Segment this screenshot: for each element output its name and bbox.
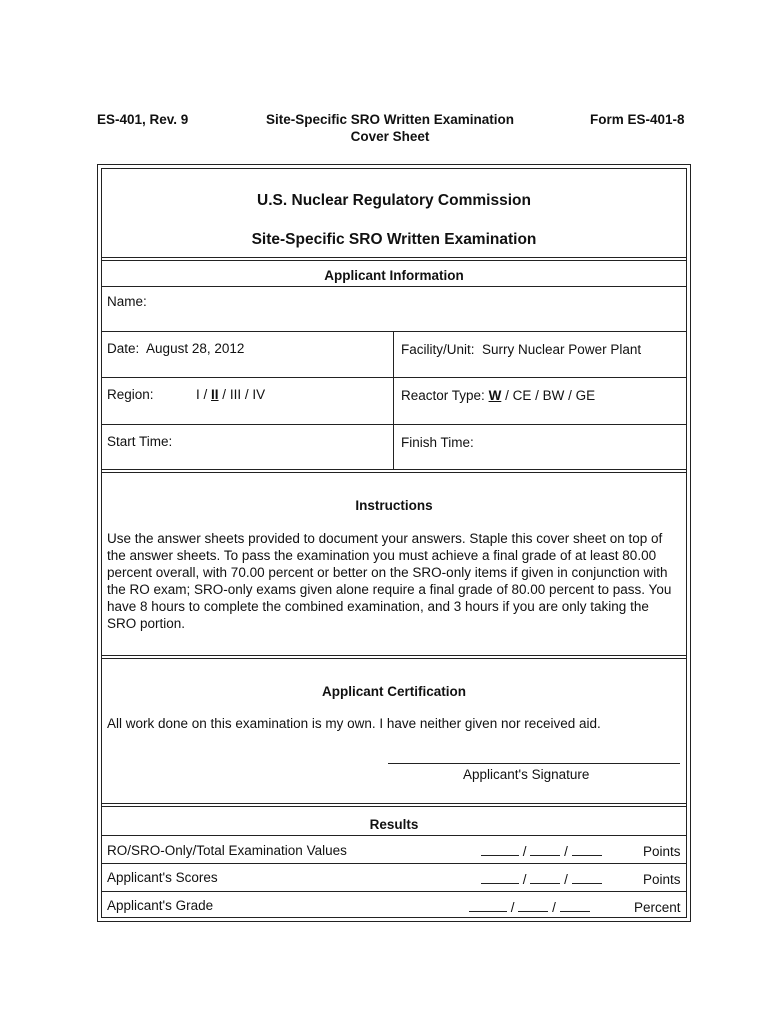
results-row-label: Applicant's Scores bbox=[107, 870, 218, 885]
reactor-option-ge: GE bbox=[575, 388, 596, 403]
results-row-label: RO/SRO-Only/Total Examination Values bbox=[107, 843, 347, 858]
column-divider bbox=[393, 331, 394, 470]
reactor-type-field: Reactor Type: W / CE / BW / GE bbox=[401, 388, 596, 403]
region-option-3: III bbox=[229, 387, 242, 402]
facility-label: Facility/Unit: bbox=[401, 342, 475, 357]
instructions-line: SRO portion. bbox=[107, 616, 186, 631]
applicant-info-heading: Applicant Information bbox=[324, 268, 464, 283]
reactor-option-ce: CE bbox=[512, 388, 532, 403]
date-label: Date: bbox=[107, 341, 140, 356]
certification-statement: All work done on this examination is my own. I have neither given nor received aid. bbox=[107, 716, 601, 731]
divider bbox=[101, 257, 687, 261]
results-row-label: Applicant's Grade bbox=[107, 898, 214, 913]
start-time-label: Start Time: bbox=[107, 434, 173, 449]
finish-time-label: Finish Time: bbox=[401, 435, 474, 450]
instructions-line: Use the answer sheets provided to document your answers. Staple this cover sheet on top of bbox=[107, 531, 663, 546]
agency-title: U.S. Nuclear Regulatory Commission bbox=[257, 192, 531, 209]
results-row-unit: Points bbox=[643, 844, 681, 859]
header-title-line1: Site-Specific SRO Written Examination bbox=[265, 112, 515, 127]
facility-field bbox=[401, 342, 641, 357]
instructions-heading: Instructions bbox=[355, 498, 433, 513]
divider bbox=[101, 803, 687, 807]
certification-heading: Applicant Certification bbox=[321, 684, 466, 699]
form-number: Form ES-401-8 bbox=[590, 112, 685, 127]
date-value: August 28, 2012 bbox=[146, 341, 245, 356]
divider bbox=[101, 286, 687, 287]
region-option-2-selected: II bbox=[211, 387, 219, 402]
results-row-unit: Points bbox=[643, 872, 681, 887]
divider bbox=[101, 891, 687, 892]
instructions-line: have 8 hours to complete the combined examination, and 3 hours if you are only taking the bbox=[107, 599, 649, 614]
instructions-line: the RO exam; SRO-only exams given alone require a final grade of 80.00 percent to pass. You bbox=[107, 582, 672, 597]
divider bbox=[101, 835, 687, 836]
signature-line bbox=[388, 763, 680, 764]
header-title-line2: Cover Sheet bbox=[350, 129, 430, 144]
divider bbox=[101, 424, 687, 425]
divider bbox=[101, 863, 687, 864]
date-field bbox=[107, 341, 244, 356]
region-label: Region: bbox=[107, 387, 154, 402]
region-options: I / II / III / IV bbox=[196, 387, 266, 402]
reactor-type-label: Reactor Type: bbox=[401, 388, 485, 403]
region-option-1: I bbox=[196, 387, 200, 402]
form-revision: ES-401, Rev. 9 bbox=[97, 112, 189, 127]
name-label: Name: bbox=[107, 294, 147, 309]
divider bbox=[101, 331, 687, 332]
divider bbox=[101, 655, 687, 659]
divider bbox=[101, 469, 687, 473]
results-row-blanks: / / bbox=[481, 843, 602, 859]
reactor-option-w-selected: W bbox=[488, 388, 502, 403]
instructions-line: the answer sheets. To pass the examination you must achieve a final grade of at least 80.00 bbox=[107, 548, 657, 563]
signature-label: Applicant's Signature bbox=[463, 767, 590, 782]
exam-title: Site-Specific SRO Written Examination bbox=[251, 231, 537, 248]
results-row-blanks: / / bbox=[469, 899, 590, 915]
reactor-option-bw: BW bbox=[542, 388, 565, 403]
results-row-unit: Percent bbox=[634, 900, 681, 915]
instructions-text bbox=[107, 530, 687, 632]
divider bbox=[101, 377, 687, 378]
results-row-blanks: / / bbox=[481, 871, 602, 887]
region-option-4: IV bbox=[252, 387, 266, 402]
results-heading: Results bbox=[369, 817, 419, 832]
instructions-line: percent overall, with 70.00 percent or better on the SRO-only items if given in conjunction with bbox=[107, 565, 668, 580]
facility-value: Surry Nuclear Power Plant bbox=[482, 342, 642, 357]
